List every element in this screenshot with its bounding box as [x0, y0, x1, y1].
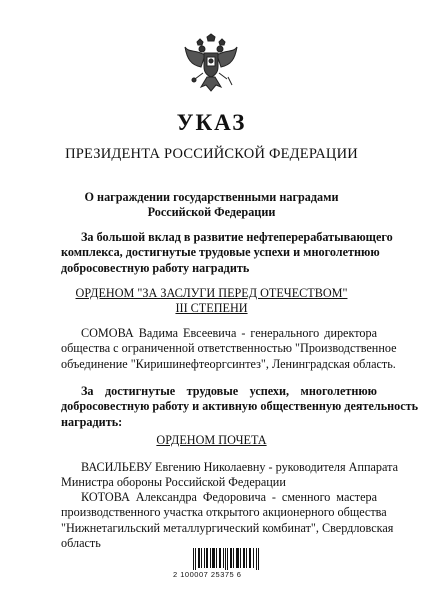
recipient-somov	[61, 326, 397, 372]
text-line: добросовестную работу наградить	[61, 260, 250, 275]
text-line: За достигнутые трудовые успехи, многолетнюю	[81, 384, 377, 398]
recipient-kotov	[61, 490, 394, 551]
text-line: Министра обороны Российской Федерации	[61, 475, 286, 490]
barcode-number: 2 100007 25375 6	[173, 570, 242, 579]
text-line: За большой вклад в развитие нефтеперерабатывающего	[81, 230, 393, 244]
text-line: КОТОВА Александра Федоровича - сменного мастера	[81, 490, 377, 504]
subject-line: Российской Федерации	[147, 205, 276, 219]
text-line: объединение "Киришинефтеоргсинтез", Ленинградская область.	[61, 356, 396, 371]
section1-intro	[61, 230, 393, 276]
order-fatherland-merit	[0, 286, 423, 315]
text-line: комплекса, достигнутые трудовые успехи и многолетнюю	[61, 245, 380, 260]
text-line: производственного участка открытого акционерного общества	[61, 505, 387, 520]
text-line: область	[61, 535, 101, 550]
decree-title: УКАЗ	[176, 110, 247, 135]
text-line: ВАСИЛЬЕВУ Евгению Николаевну - руководителя Аппарата	[81, 460, 398, 474]
order-degree: III СТЕПЕНИ	[175, 300, 248, 315]
text-line: "Нижнетагильский металлургический комбинат", Свердловская	[61, 520, 394, 535]
recipient-vasilyeva	[61, 460, 398, 491]
text-line: СОМОВА Вадима Евсеевича - генерального директора	[81, 326, 377, 340]
subject-line: О награждении государственными наградами	[84, 190, 339, 204]
barcode	[193, 548, 259, 570]
order-name: ОРДЕНОМ ПОЧЕТА	[156, 433, 267, 447]
order-of-honour	[0, 433, 423, 448]
text-line: наградить:	[61, 414, 123, 429]
section2-intro	[61, 384, 419, 430]
coat-of-arms-emblem	[183, 33, 239, 97]
text-line: добросовестную работу и активную общественную деятельность	[61, 399, 419, 414]
decree-subtitle: ПРЕЗИДЕНТА РОССИЙСКОЙ ФЕДЕРАЦИИ	[65, 146, 358, 162]
text-line: общества с ограниченной ответственностью "Производственное	[61, 341, 397, 356]
decree-subject	[0, 190, 423, 220]
order-name: ОРДЕНОМ "ЗА ЗАСЛУГИ ПЕРЕД ОТЕЧЕСТВОМ"	[75, 286, 348, 300]
